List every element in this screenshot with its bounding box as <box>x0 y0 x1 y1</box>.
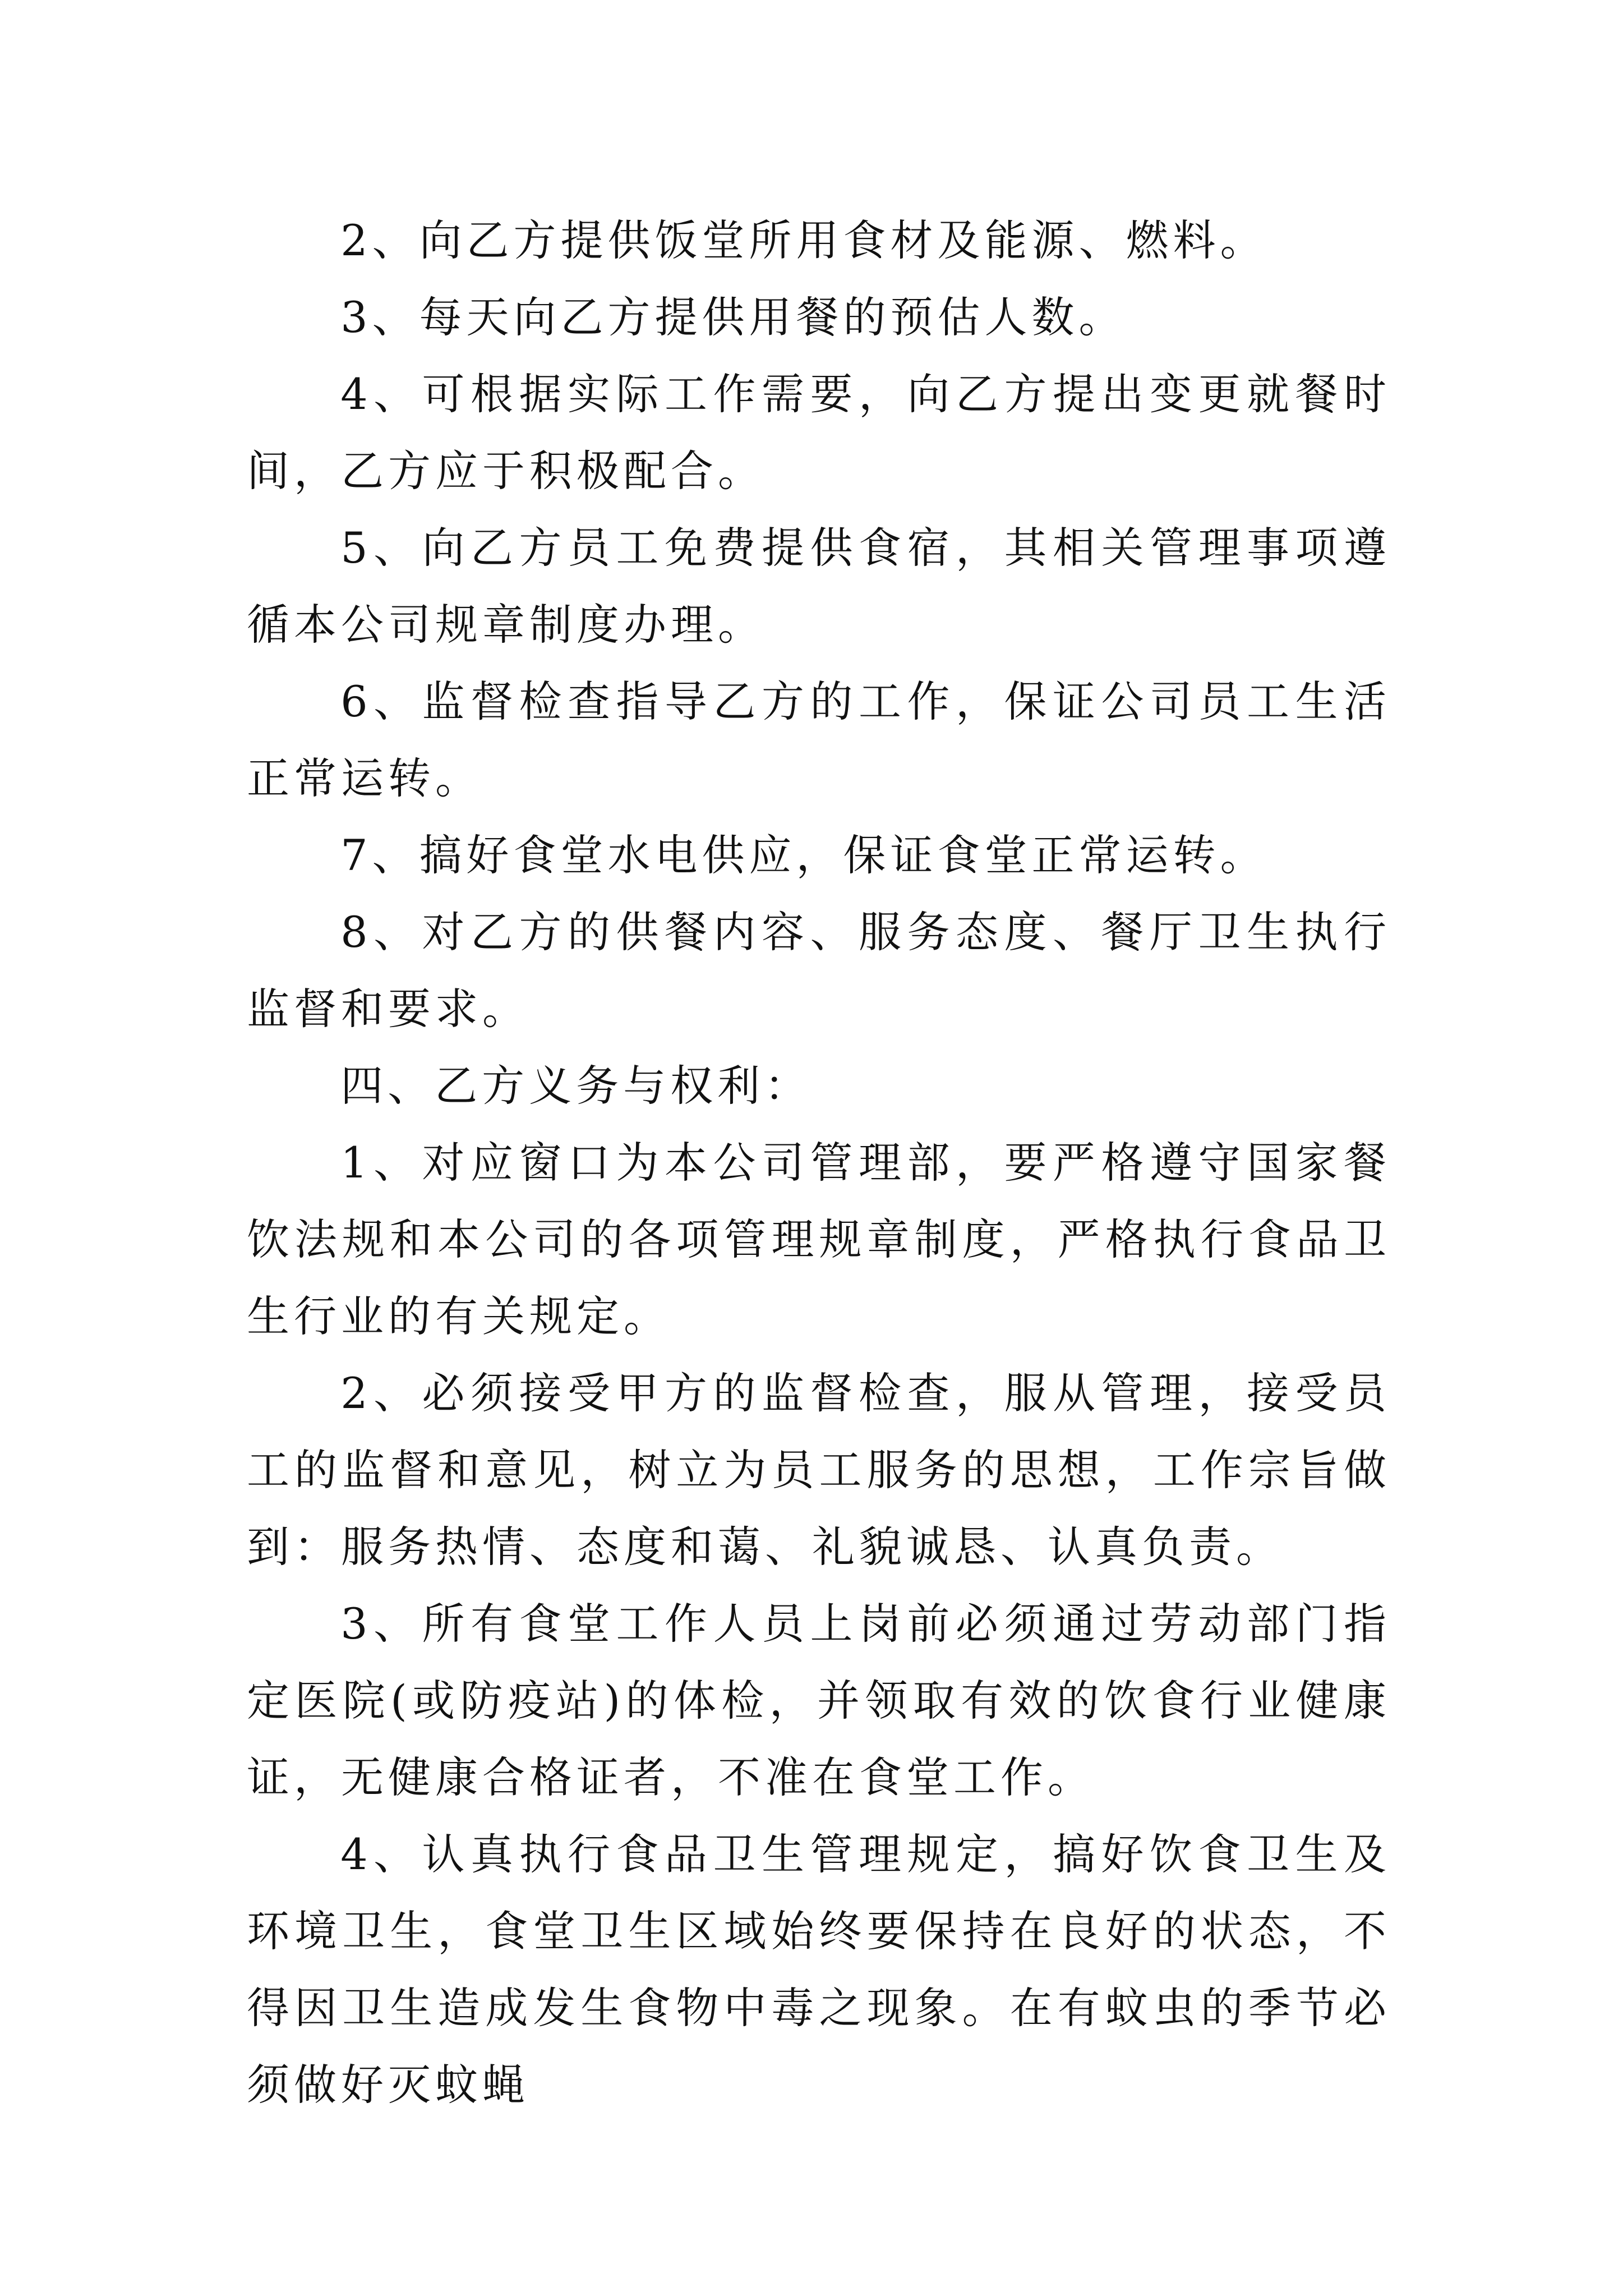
paragraph: 6、监督检查指导乙方的工作，保证公司员工生活正常运转。 <box>247 677 1391 803</box>
paragraph: 4、认真执行食品卫生管理规定，搞好饮食卫生及环境卫生，食堂卫生区域始终要保持在良好的状态，不得因卫生造成发生食物中毒之现象。在有蚊虫的季节必须做好灭蚊蝇 <box>247 1829 1391 2110</box>
paragraph: 4、可根据实际工作需要，向乙方提出变更就餐时间，乙方应于积极配合。 <box>247 369 1391 496</box>
paragraph: 2、必须接受甲方的监督检查，服从管理，接受员工的监督和意见，树立为员工服务的思想，工作宗旨做到：服务热情、态度和蔼、礼貌诚恳、认真负责。 <box>247 1368 1391 1572</box>
paragraph: 1、对应窗口为本公司管理部，要严格遵守国家餐饮法规和本公司的各项管理规章制度，严格执行食品卫生行业的有关规定。 <box>247 1138 1391 1341</box>
section-heading: 四、乙方义务与权利： <box>340 1061 812 1111</box>
paragraph: 2、向乙方提供饭堂所用食材及能源、燃料。 <box>340 215 1267 265</box>
paragraph: 5、向乙方员工免费提供食宿，其相关管理事项遵循本公司规章制度办理。 <box>247 523 1391 650</box>
paragraph: 7、搞好食堂水电供应，保证食堂正常运转。 <box>340 830 1267 880</box>
paragraph: 3、每天向乙方提供用餐的预估人数。 <box>340 292 1126 342</box>
paragraph: 3、所有食堂工作人员上岗前必须通过劳动部门指定医院(或防疫站)的体检，并领取有效的饮食行业健康证，无健康合格证者，不准在食堂工作。 <box>247 1599 1391 1802</box>
paragraph: 8、对乙方的供餐内容、服务态度、餐厅卫生执行监督和要求。 <box>247 907 1391 1034</box>
document-body <box>247 202 1391 2123</box>
